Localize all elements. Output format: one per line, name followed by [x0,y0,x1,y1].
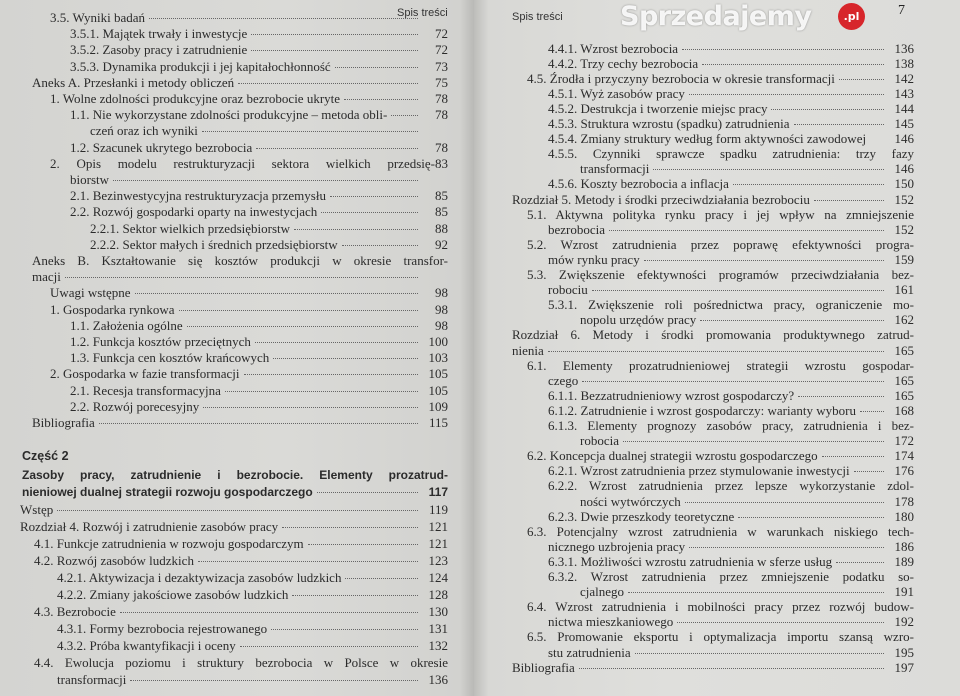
dot-leader [798,396,884,397]
page-ref: 143 [894,85,914,101]
toc-entry [548,614,914,629]
toc-entry [50,285,448,301]
dot-leader [294,229,418,230]
dot-leader [335,67,418,68]
dot-leader [733,184,884,185]
entry-title: 3.5. Wyniki badań [50,10,146,25]
dot-leader [256,148,418,149]
toc-entry [580,584,914,599]
running-header: Spis treści [512,11,563,23]
dot-leader [579,668,884,669]
toc-entry [527,71,914,86]
entry-title: 6.3. Potencjalny wzrost zatrudnienia w warunkach niskiego tech- [527,523,914,539]
entry-title: Rozdział 4. Rozwój i zatrudnienie zasobów pracy [20,519,279,534]
entry-title: 4.2. Rozwój zasobów ludzkich [34,553,194,568]
dot-leader [839,79,884,80]
dot-leader [271,629,418,630]
toc-entry [57,621,448,637]
dot-leader [130,680,418,681]
running-header: Spis treści [397,7,448,19]
page-ref: 78 [435,139,448,155]
page-ref: 83 [435,155,448,171]
page-ref: 152 [894,191,914,207]
toc-entry [527,207,914,222]
page-ref: 161 [894,282,914,298]
toc-entry [50,91,448,107]
page-ref: 165 [894,372,914,388]
toc-entry [70,107,448,123]
dot-leader [702,64,884,65]
entry-title: 1. Wolne zdolności produkcyjne oraz bezrobocie ukryte [50,91,341,106]
entry-title: bezrobocia [548,221,606,237]
toc-entry [548,282,914,297]
toc-entry [580,433,914,448]
toc-entry [548,41,914,56]
dot-leader [149,18,418,19]
entry-title: czeń oraz ich wyniki [90,123,198,139]
page-ref: 168 [894,402,914,418]
dot-leader [689,94,884,95]
page-ref: 159 [894,251,914,267]
dot-leader [240,646,418,647]
toc-entry [70,26,448,42]
entry-title: 4.4. Ewolucja poziomu i struktury bezrobocia w Polsce w okresie [34,655,448,670]
dot-leader [251,34,418,35]
entry-title: Rozdział 6. Metody i środki promowania produktywnego zatrud- [512,327,914,343]
entry-title: robociu [548,282,588,298]
entry-title: 4.5.3. Struktura wzrostu (spadku) zatrudnienia [548,116,790,131]
entry-title: 4.2.1. Aktywizacja i dezaktywizacja zasobów ludzkich [57,570,342,585]
dot-leader [644,260,884,261]
page-ref: 130 [428,604,448,619]
toc-entry [34,655,448,671]
toc-entry [580,161,914,176]
page-ref: 191 [894,584,914,600]
entry-title: nicznego uzbrojenia pracy [548,538,686,554]
toc-entry [548,418,914,433]
page-ref: 109 [428,398,448,414]
entry-title: 4.3.2. Próba kwantyfikacji i oceny [57,638,236,653]
page-ref: 119 [428,502,448,517]
page-ref: 85 [435,188,448,204]
toc-entry [548,252,914,267]
toc-entry [548,176,914,191]
dot-leader [623,441,884,442]
page-number: 7 [898,3,905,18]
dot-leader [202,131,418,132]
page-ref: 92 [435,236,448,252]
dot-leader [273,358,418,359]
toc-entry [32,269,448,285]
page-ref: 138 [894,55,914,71]
dot-leader [238,83,418,84]
dot-leader [251,50,418,51]
entry-title: 1.2. Szacunek ukrytego bezrobocia [70,139,253,155]
toc-entry [57,587,448,603]
dot-leader [391,115,418,116]
toc-entry [548,645,914,660]
toc-entry [548,131,914,146]
toc-entry [70,399,448,415]
toc-entry [70,172,448,188]
page-ref: 121 [428,519,448,534]
toc-entry [548,222,914,237]
page-ref: 192 [894,614,914,630]
dot-leader [700,320,884,321]
dot-leader [113,180,418,181]
toc-entry [57,638,448,654]
toc-entry [548,569,914,584]
page-ref: 174 [894,448,914,464]
toc-entry [548,509,914,524]
page-ref: 180 [894,508,914,524]
toc-entry [548,146,914,161]
dot-leader [635,653,884,654]
page-ref: 75 [435,74,448,90]
toc-entry [527,599,914,614]
watermark-logo [620,1,870,35]
dot-leader [582,381,884,382]
toc-entry [70,140,448,156]
dot-leader [794,124,884,125]
page-ref: 172 [894,433,914,449]
watermark-text: Sprzedajemy [620,1,812,32]
toc-entry [50,10,448,26]
page-ref: 123 [428,553,448,568]
toc-entry [57,570,448,586]
toc-entry [57,672,448,688]
entry-title: Rozdział 5. Metody i środki przeciwdziałania bezrobociu [512,191,810,207]
entry-title: 4.2.2. Zmiany jakościowe zasobów ludzkich [57,587,289,602]
page-ref: 85 [435,204,448,220]
page-ref: 128 [428,587,448,602]
entry-title: Aneks B. Kształtowanie się kosztów produkcji w okresie transfor- [32,253,448,268]
toc-entry [527,448,914,463]
entry-title: transformacji [580,161,650,177]
entry-title: 6.2. Koncepcja dualnej strategii wzrostu gospodarczego [527,448,818,464]
page-ref: 105 [428,366,448,382]
toc-entry [548,116,914,131]
page-ref: 142 [894,70,914,86]
toc-entry [70,350,448,366]
page-ref: 132 [428,638,448,653]
dot-leader [814,200,884,201]
entry-title: 2. Opis modelu restrukturyzacji sektora wielkich przedsię- [50,155,435,171]
entry-title: 1. Gospodarka rynkowa [50,301,175,317]
entry-title: Uwagi wstępne [50,285,131,301]
dot-leader [548,351,884,352]
entry-title: 4.4.1. Wzrost bezrobocia [548,40,679,56]
page-ref: 197 [894,659,914,675]
entry-title: 6.2.1. Wzrost zatrudnienia przez stymulowanie inwestycji [548,463,850,479]
toc-entry [50,156,448,172]
entry-title: 6.5. Promowanie eksportu i optymalizacja importu szansą wzro- [527,629,914,645]
dot-leader [836,562,884,563]
page-ref: 145 [894,116,914,131]
page-ref: 72 [435,42,448,58]
toc-entry [512,192,914,207]
toc-entry [527,358,914,373]
dot-leader [609,230,884,231]
page-ref: 124 [428,570,448,585]
dot-leader [330,196,418,197]
toc-entry [20,502,448,518]
dot-leader [342,245,418,246]
toc-entry [548,373,914,388]
dot-leader [653,169,884,170]
dot-leader [682,49,884,50]
toc-entry [580,312,914,327]
page-ref: 144 [894,100,914,116]
entry-title: 3.5.3. Dynamika produkcji i jej kapitałochłonność [70,58,331,74]
dot-leader [685,502,884,503]
entry-title: 1.2. Funkcja kosztów przeciętnych [70,334,251,349]
toc-entry [548,101,914,116]
entry-title: 5.3.1. Zwiększenie roli pośrednictwa pracy, ograniczenie mo- [548,297,914,313]
dot-leader [689,547,884,548]
page-ref: 100 [428,334,448,349]
entry-title: 5.1. Aktywna polityka rynku pracy i jej wpływ na zmniejszenie [527,206,914,222]
dot-leader [592,290,884,291]
page-ref: 73 [435,58,448,74]
page-ref: 72 [435,26,448,42]
entry-title: macji [32,269,61,285]
page-ref: 98 [435,285,448,301]
toc-entry [32,75,448,91]
dot-leader [822,456,884,457]
dot-leader [860,411,884,412]
page-ref: 136 [894,40,914,56]
entry-title: 4.5.2. Destrukcja i tworzenie miejsc pracy [548,100,768,116]
toc-entry [527,267,914,282]
page-ref: 98 [435,301,448,317]
dot-leader [308,544,418,545]
toc-entry [527,524,914,539]
toc-entry [50,302,448,318]
toc-entry [34,536,448,552]
entry-title: 2.2.1. Sektor wielkich przedsiębiorstw [90,220,291,236]
entry-title: 2.1. Bezinwestycyjna restrukturyzacja przemysłu [70,188,326,204]
page-ref: 98 [435,317,448,333]
entry-title: 1.3. Funkcja cen kosztów krańcowych [70,350,270,366]
page-ref: 103 [428,350,448,366]
toc-entry [90,237,448,253]
entry-title: 3.5.1. Majątek trwały i inwestycje [70,26,248,42]
toc-entry [70,59,448,75]
toc-entry [512,343,914,358]
page-ref: 165 [894,387,914,403]
dot-leader [225,391,418,392]
toc-entry [70,42,448,58]
page-ref: 117 [428,484,448,499]
dot-leader [187,326,418,327]
entry-title: 2. Gospodarka w fazie transformacji [50,366,240,382]
dot-leader [317,492,418,493]
dot-leader [738,517,884,518]
entry-title: 2.2. Rozwój porecesyjny [70,398,200,414]
page-ref: 121 [428,536,448,551]
toc-entry [548,554,914,569]
entry-title: stu zatrudnienia [548,644,631,660]
dot-leader [854,471,884,472]
page-ref: 146 [894,131,914,147]
entry-title: 5.3. Zwiększenie efektywności programów przeciwdziałania bez- [527,267,914,282]
dot-leader [198,561,418,562]
page-ref: 78 [435,91,448,106]
toc-entry [70,188,448,204]
entry-title: 6.4. Wzrost zatrudnienia i mobilności pracy przez rozwój budow- [527,599,914,615]
entry-title: 6.3.2. Wzrost zatrudnienia przez zmniejszenie podatku so- [548,569,914,584]
dot-leader [321,212,418,213]
toc-entry [548,56,914,71]
page-ref: 176 [894,463,914,479]
dot-leader [677,622,884,623]
toc-entry [90,221,448,237]
entry-title: 4.5.4. Zmiany struktury według form aktywności zawodowej [548,131,867,147]
entry-title: 4.5.6. Koszty bezrobocia a inflacja [548,176,729,192]
entry-title: 4.5.5. Czynniki sprawcze spadku zatrudnienia: trzy fazy [548,146,914,162]
entry-title: 6.1. Elementy prozatrudnieniowej strategii wzrostu gospodar- [527,357,914,373]
entry-title: cjalnego [580,584,625,600]
entry-title: 2.1. Recesja transformacyjna [70,382,221,398]
entry-title: nopolu urzędów pracy [580,312,697,328]
dot-leader [771,109,884,110]
toc-entry [70,383,448,399]
toc-entry [70,318,448,334]
page-ref: 189 [894,553,914,569]
toc-entry [32,253,448,269]
dot-leader [99,423,418,424]
entry-title: Aneks A. Przesłanki i metody obliczeń [32,74,235,90]
page-ref: 165 [894,342,914,358]
toc-entry [34,604,448,620]
entry-title: 4.4.2. Trzy cechy bezrobocia [548,55,699,71]
entry-title: 6.1.3. Elementy prognozy zasobów pracy, zatrudnienia i bez- [548,418,914,433]
entry-title: 6.2.3. Dwie przeszkody teoretyczne [548,508,735,524]
entry-title: 4.3. Bezrobocie [34,604,116,619]
entry-title: mów rynku pracy [548,251,640,267]
entry-title: 6.1.2. Zatrudnienie i wzrost gospodarczy: warianty wyboru [548,402,856,418]
dot-leader [345,578,418,579]
entry-title: 6.1.1. Bezzatrudnieniowy wzrost gospodarczy? [548,387,795,403]
entry-title: 1.1. Założenia ogólne [70,317,183,333]
page-ref: 152 [894,221,914,237]
dot-leader [282,527,418,528]
page-ref: 136 [428,672,448,687]
dot-leader [244,374,418,375]
entry-title: 4.5.1. Wyż zasobów pracy [548,85,685,101]
entry-title: 3.5.2. Zasoby pracy i zatrudnienie [70,42,248,58]
entry-title: 2.2.2. Sektor małych i średnich przedsiębiorstw [90,236,338,252]
entry-title: Bibliografia [512,659,575,675]
entry-title: 5.2. Wzrost zatrudnienia przez poprawę efektywności progra- [527,236,914,252]
page-ref: 131 [428,621,448,636]
toc-entry [50,366,448,382]
entry-title: czego [548,372,579,388]
dot-leader [120,612,418,613]
toc-entry [548,403,914,418]
part-title-line [22,467,448,483]
toc-entry [527,237,914,252]
page-ref: 88 [435,220,448,236]
toc-entry [548,463,914,478]
page-ref: 78 [435,107,448,123]
entry-title: 1.1. Nie wykorzystane zdolności produkcyjne – metoda obli- [70,107,388,123]
toc-entry [70,204,448,220]
toc-entry [548,86,914,101]
toc-entry [90,123,448,139]
entry-title: nienia [512,342,544,358]
page-ref: 186 [894,538,914,554]
page-ref: 150 [894,176,914,192]
toc-entry [512,327,914,342]
toc-entry [580,494,914,509]
dot-leader [57,510,418,511]
toc-entry [32,415,448,431]
entry-title: Zasoby pracy, zatrudnienie i bezrobocie. Elementy prozatrud- [22,468,448,482]
dot-leader [65,277,418,278]
page-ref: 146 [894,161,914,177]
page-ref: 162 [894,312,914,328]
entry-title: ności wytwórczych [580,493,681,509]
toc-entry [548,478,914,493]
page-ref: 105 [428,382,448,398]
dot-leader [628,592,884,593]
toc-entry [20,519,448,535]
toc-entry [34,553,448,569]
entry-title: biorstw [70,172,109,187]
entry-title: Wstęp [20,502,54,517]
entry-title: Bibliografia [32,415,95,430]
entry-title: robocia [580,433,619,449]
toc-entry [548,539,914,554]
entry-title: 6.2.2. Wzrost zatrudnienia przez lepsze wykorzystanie zdol- [548,478,914,494]
entry-title: 4.3.1. Formy bezrobocia rejestrowanego [57,621,268,636]
toc-entry [70,334,448,350]
entry-title: 2.2. Rozwój gospodarki oparty na inwestycjach [70,204,318,220]
page-ref: 178 [894,493,914,509]
entry-title: nieniowej dualnej strategii rozwoju gospodarczego [22,484,313,499]
toc-entry [548,297,914,312]
toc-entry [527,629,914,644]
entry-title: 4.1. Funkcje zatrudnienia w rozwoju gospodarczym [34,536,304,551]
watermark-badge: .pl [838,3,865,30]
dot-leader [292,595,418,596]
page-ref: 195 [894,644,914,660]
dot-leader [255,342,418,343]
part-title-line [22,484,448,500]
dot-leader [344,99,418,100]
entry-title: nictwa mieszkaniowego [548,614,674,630]
dot-leader [179,310,418,311]
dot-leader [203,407,418,408]
toc-entry [548,388,914,403]
entry-title: 6.3.1. Możliwości wzrostu zatrudnienia w sferze usług [548,553,833,569]
entry-title: 4.5. Źrodła i przyczyny bezrobocia w okresie transformacji [527,70,835,86]
part-label: Część 2 [22,449,69,463]
dot-leader [135,293,418,294]
page-ref: 115 [428,415,448,430]
toc-entry [512,660,914,675]
entry-title: transformacji [57,672,127,687]
